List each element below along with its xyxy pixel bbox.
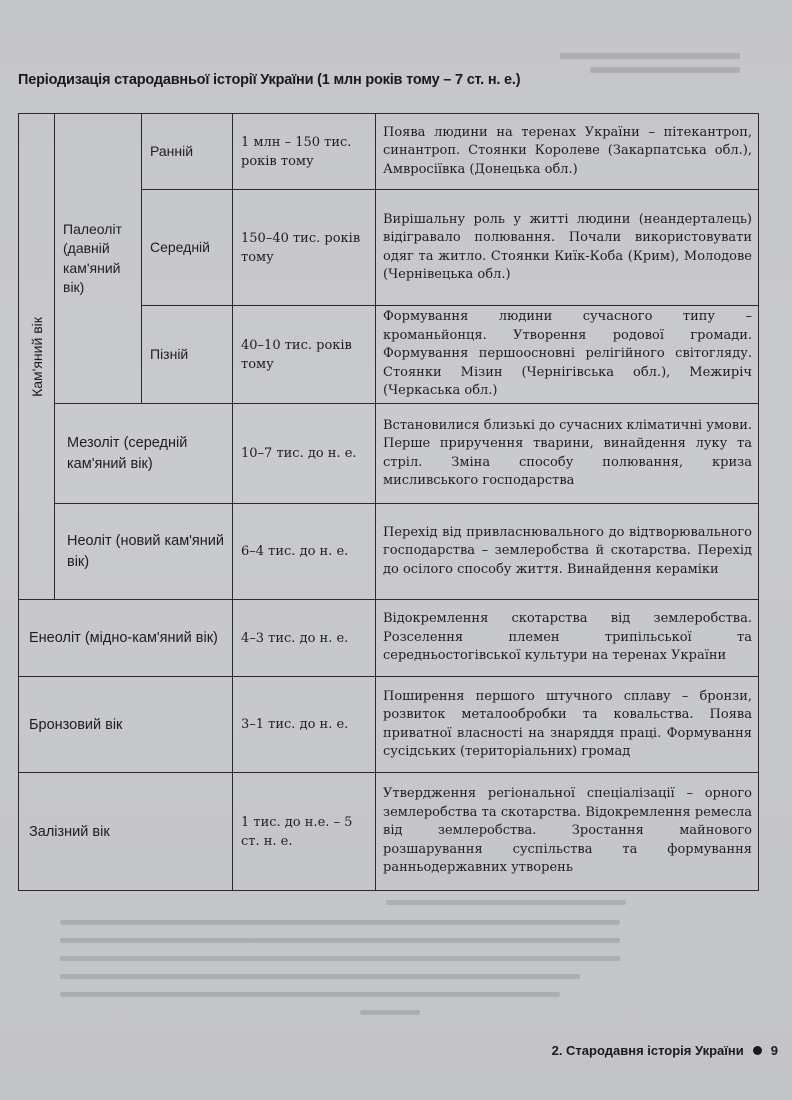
description-cell: Поширення першого штучного сплаву – бронзи, розвиток металообробки та ковальства. Поява приватної власності на знаряддя праці. Формування сусідських (територіальних) громад — [376, 677, 759, 773]
table-row — [19, 404, 759, 504]
table-row — [19, 773, 759, 891]
periodization-table — [18, 113, 759, 891]
date-cell: 40–10 тис. років тому — [233, 306, 376, 404]
description-cell: Відокремлення скотарства від землеробства. Розселення племен трипільської та середньостогівської культури на теренах України — [376, 600, 759, 677]
description-cell: Поява людини на теренах України – пітекантроп, синантроп. Стоянки Королеве (Закарпатська обл.), Амвросіївка (Донецька обл.) — [376, 114, 759, 190]
page-number: 9 — [770, 1043, 778, 1058]
table-row — [19, 504, 759, 600]
subperiod-cell: Ранній — [142, 114, 233, 190]
table-row — [19, 600, 759, 677]
page-footer — [552, 1043, 778, 1058]
footer-section-title: 2. Стародавня історія України — [551, 1043, 744, 1058]
stone-age-cell — [19, 114, 55, 600]
description-cell: Формування людини сучасного типу – кроманьйонця. Утворення родової громади. Формування першоосновні релігійного світогляду. Стоянки Мізин (Чернігівська обл.), Межиріч (Черкаська обл.) — [376, 306, 759, 404]
period-cell: Мезоліт (середній кам'яний вік) — [55, 404, 233, 504]
page-title: Періодизація стародавньої історії України (1 млн років тому – 7 ст. н. е.) — [18, 72, 521, 88]
date-cell: 3–1 тис. до н. е. — [233, 677, 376, 773]
era-cell: Залізний вік — [19, 773, 233, 891]
table-row — [19, 677, 759, 773]
subperiod-cell: Середній — [142, 190, 233, 306]
description-cell: Утвердження регіональної спеціалізації – орного землеробства та скотарства. Відокремлення ремесла від землеробства. Зростання майнового розшарування суспільства та формування ранньодержавних утворень — [376, 773, 759, 891]
subperiod-cell: Пізній — [142, 306, 233, 404]
date-cell: 10–7 тис. до н. е. — [233, 404, 376, 504]
date-cell: 4–3 тис. до н. е. — [233, 600, 376, 677]
era-cell: Бронзовий вік — [19, 677, 233, 773]
date-cell: 150–40 тис. років тому — [233, 190, 376, 306]
bullet-dot-icon — [753, 1046, 762, 1055]
period-cell: Неоліт (новий кам'яний вік) — [55, 504, 233, 600]
description-cell: Встановилися близькі до сучасних кліматичні умови. Перше приручення тварини, винайдення луку та стріл. Зміна способу полювання, криза мисливського господарства — [376, 404, 759, 504]
date-cell: 1 тис. до н.е. – 5 ст. н. е. — [233, 773, 376, 891]
paleolith-cell: Палеоліт (давній кам'яний вік) — [55, 114, 142, 404]
description-cell: Перехід від привласнювального до відтворювального господарства – землеробства й скотарства. Перехід до осілого способу життя. Винайдення кераміки — [376, 504, 759, 600]
date-cell: 1 млн – 150 тис. років тому — [233, 114, 376, 190]
date-cell: 6–4 тис. до н. е. — [233, 504, 376, 600]
table-row — [19, 114, 759, 190]
stone-age-label: Кам'яний вік — [28, 316, 45, 397]
description-cell: Вирішальну роль у житті людини (неандерталець) відігравало полювання. Почали використовувати одяг та житло. Стоянки Киїк-Коба (Крим), Молодове (Чернівецька обл.) — [376, 190, 759, 306]
era-cell: Енеоліт (мідно-кам'яний вік) — [19, 600, 233, 677]
